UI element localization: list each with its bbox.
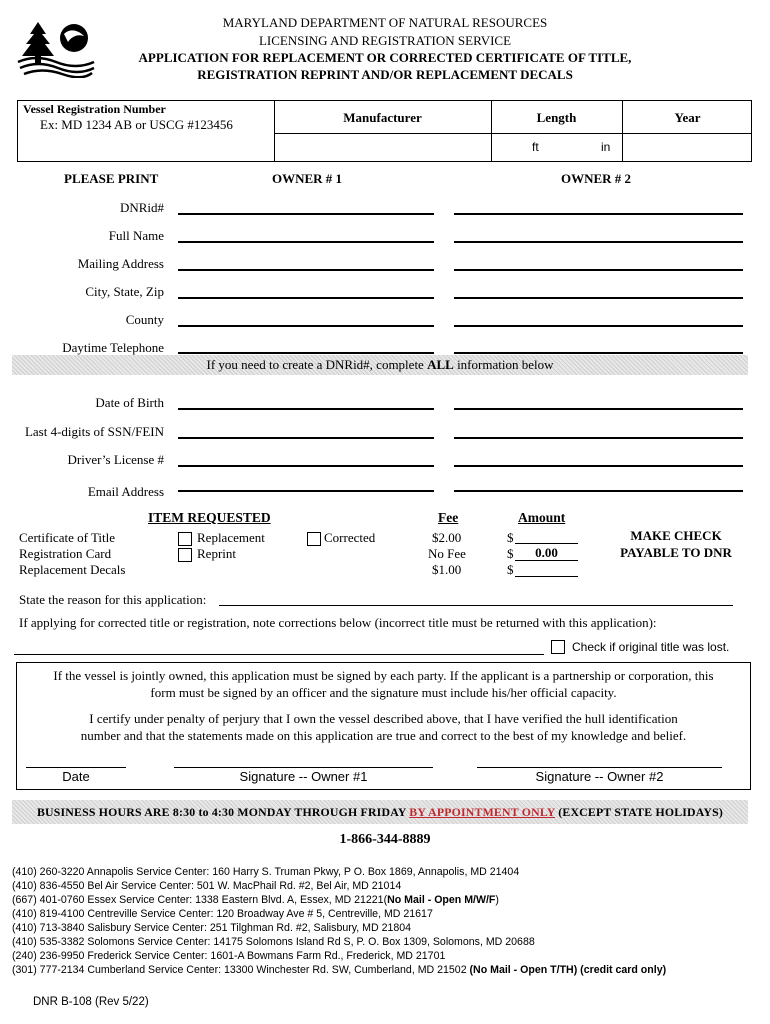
please-print-label: PLEASE PRINT [64,171,159,186]
service-name: LICENSING AND REGISTRATION SERVICE [258,33,512,48]
location-salisbury: (410) 713-3840 Salisbury Service Center: 251 Tilghman Rd. #2, Salisbury, MD 21804 [12,922,412,934]
jointly-owned-line2: form must be signed by an officer and the signature must include his/her official capacity. [150,685,617,700]
replacement-label: Replacement [197,530,265,545]
year-label: Year [674,110,701,125]
fee-heading: Fee [438,510,459,525]
fee-registration: No Fee [428,546,466,561]
location-bel-air: (410) 836-4550 Bel Air Service Center: 501 W. MacPhail Rd. #2, Bel Air, MD 21014 [12,880,402,892]
owner2-telephone-input[interactable] [454,352,743,354]
owner1-dob-input[interactable] [178,408,434,410]
owner1-license-input[interactable] [178,465,434,467]
owner2-full-name-input[interactable] [454,241,743,243]
owner1-city-state-zip-input[interactable] [178,297,434,299]
inches-unit: in [601,140,611,154]
owner2-dnrid-input[interactable] [454,213,743,215]
item-replacement-decals: Replacement Decals [19,562,126,577]
location-frederick: (240) 236-9950 Frederick Service Center: 1601-A Bowmans Farm Rd., Frederick, MD 21701 [12,950,446,962]
dnr-tree-logo-icon [16,20,96,78]
location-essex: (667) 401-0760 Essex Service Center: 1338 Eastern Blvd. A, Essex, MD 21221(No Mail - Open M/W/F) [12,894,499,906]
location-annapolis: (410) 260-3220 Annapolis Service Center: 160 Harry S. Truman Pkwy, P O. Box 1869, Annapolis, MD 21404 [12,866,520,878]
feet-unit: ft [532,140,539,154]
owner2-heading: OWNER # 2 [561,171,632,186]
reg-number-label: Vessel Registration Number [23,102,166,116]
fee-decals: $1.00 [432,562,462,577]
reg-number-example: Ex: MD 1234 AB or USCG #123456 [40,117,233,132]
date-input[interactable] [26,767,126,768]
location-solomons: (410) 535-3382 Solomons Service Center: 14175 Solomons Island Rd S, P. O. Box 1309, Solomons, MD 20688 [12,936,535,948]
phone-number: 1-866-344-8889 [339,832,431,847]
corrections-label: If applying for corrected title or registration, note corrections below (incorrect title must be returned with this application): [19,615,657,630]
field-label-ssn: Last 4-digits of SSN/FEIN [24,424,164,439]
owner1-telephone-input[interactable] [178,352,434,354]
fee-title: $2.00 [432,530,462,545]
replacement-checkbox[interactable] [178,532,192,546]
corrections-input[interactable] [14,654,544,655]
item-requested-heading: ITEM REQUESTED [148,510,271,525]
certification-box [16,662,751,790]
manufacturer-label: Manufacturer [343,110,422,125]
field-label-mailing-address: Mailing Address [77,256,164,271]
vessel-info-table [17,100,752,162]
certify-line1: I certify under penalty of perjury that I own the vessel described above, that I have verified the hull identification [89,711,678,726]
field-label-drivers-license: Driver’s License # [67,452,164,467]
owner1-email-input[interactable] [178,490,434,492]
amount-dollar-2: $ [507,546,514,561]
field-label-full-name: Full Name [108,228,164,243]
owner2-ssn-input[interactable] [454,437,743,439]
reason-label: State the reason for this application: [19,592,207,607]
owner2-city-state-zip-input[interactable] [454,297,743,299]
reprint-label: Reprint [197,546,236,561]
form-title-line1: APPLICATION FOR REPLACEMENT OR CORRECTED CERTIFICATE OF TITLE, [138,50,632,65]
length-input[interactable] [492,134,622,162]
signature-owner2-label: Signature -- Owner #2 [535,769,664,784]
amount-decals-input[interactable] [515,576,578,577]
amount-dollar-3: $ [507,562,514,577]
signature-owner1-input[interactable] [174,767,433,768]
reg-number-input[interactable] [18,134,274,162]
amount-dollar-1: $ [507,530,514,545]
title-lost-label: Check if original title was lost. [572,640,730,654]
owner1-dnrid-input[interactable] [178,213,434,215]
corrected-label: Corrected [324,530,376,545]
length-label: Length [536,110,577,125]
amount-title-input[interactable] [515,543,578,544]
owner1-ssn-input[interactable] [178,437,434,439]
field-label-email: Email Address [87,484,164,499]
by-appointment-only: BY APPOINTMENT ONLY [409,805,556,819]
owner2-license-input[interactable] [454,465,743,467]
manufacturer-input[interactable] [275,134,491,162]
signature-owner2-input[interactable] [477,767,722,768]
reprint-checkbox[interactable] [178,548,192,562]
owner1-heading: OWNER # 1 [272,171,343,186]
amount-registration-value[interactable]: 0.00 [515,546,578,561]
item-registration-card: Registration Card [19,546,112,561]
owner2-mailing-address-input[interactable] [454,269,743,271]
date-label: Date [62,769,90,784]
corrected-checkbox[interactable] [307,532,321,546]
signature-owner1-label: Signature -- Owner #1 [239,769,368,784]
item-certificate-of-title: Certificate of Title [19,530,116,545]
field-label-dnrid: DNRid# [119,200,164,215]
owner2-dob-input[interactable] [454,408,743,410]
year-input[interactable] [623,134,753,162]
form-title-line2: REGISTRATION REPRINT AND/OR REPLACEMENT DECALS [197,67,573,82]
jointly-owned-line1: If the vessel is jointly owned, this application must be signed by each party. If the applicant is a partnership or corporation, this [53,668,714,683]
title-lost-checkbox[interactable] [551,640,565,654]
field-label-county: County [125,312,164,327]
owner2-county-input[interactable] [454,325,743,327]
business-hours-banner: BUSINESS HOURS ARE 8:30 to 4:30 MONDAY THROUGH FRIDAY BY APPOINTMENT ONLY (EXCEPT STATE HOLIDAYS) [12,800,748,824]
make-check-line2: PAYABLE TO DNR [620,545,732,560]
reason-input[interactable] [219,605,733,606]
agency-name: MARYLAND DEPARTMENT OF NATURAL RESOURCES [222,15,548,30]
field-label-date-of-birth: Date of Birth [95,395,164,410]
certify-line2: number and that the statements made on this application are true and correct to the best of my knowledge and belief. [80,728,687,743]
owner1-mailing-address-input[interactable] [178,269,434,271]
location-centreville: (410) 819-4100 Centreville Service Center: 120 Broadway Ave # 5, Centreville, MD 21617 [12,908,433,920]
make-check-line1: MAKE CHECK [630,528,722,543]
owner2-email-input[interactable] [454,490,743,492]
location-cumberland: (301) 777-2134 Cumberland Service Center: 13300 Winchester Rd. SW, Cumberland, MD 21502 (No Mail - Open T/TH) (credit card only) [12,964,667,976]
dnrid-info-banner: If you need to create a DNRid#, complete ALL information below [12,355,748,375]
form-number: DNR B-108 (Rev 5/22) [33,996,149,1008]
owner1-full-name-input[interactable] [178,241,434,243]
owner1-county-input[interactable] [178,325,434,327]
field-label-daytime-telephone: Daytime Telephone [62,340,164,355]
field-label-city-state-zip: City, State, Zip [85,284,164,299]
amount-heading: Amount [518,510,566,525]
